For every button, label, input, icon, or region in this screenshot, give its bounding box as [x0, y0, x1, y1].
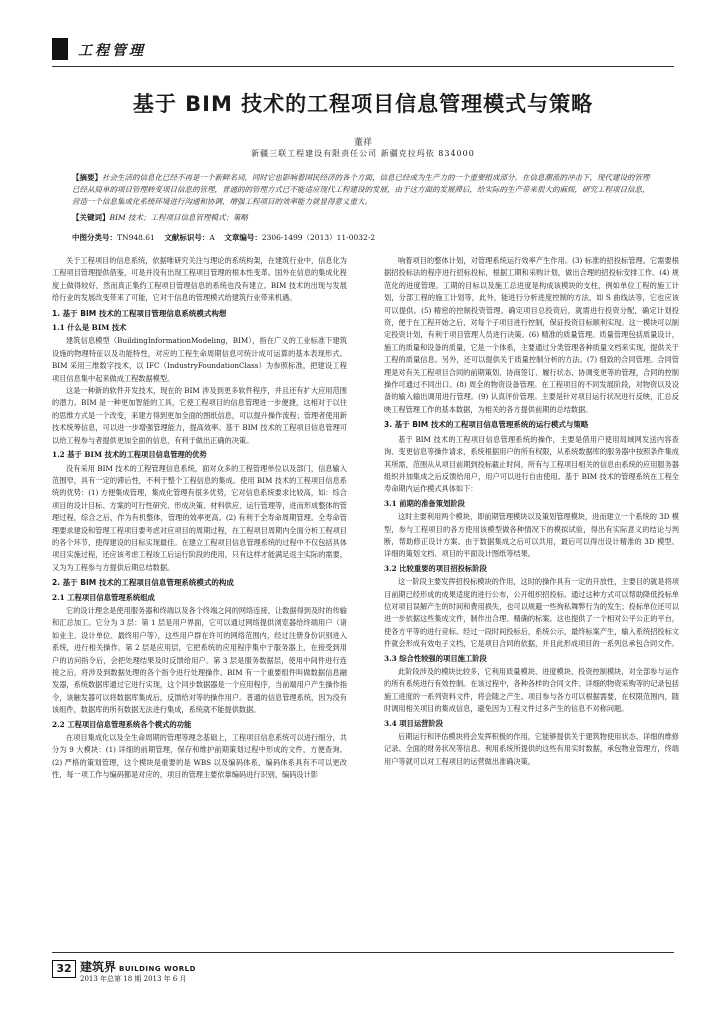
paragraph: 此阶段涉及的模块比较多，它利用质量模块、进度模块、投资控制模块，对全部参与运作的所有系统进行有效控制。在该过程中，各种各样的合同文件、详细的物资采购等的记录包括施工进度的一系列资料文件，将会随之产生。项目参与各方可以根据需要，在权限范围内，随时调用相关项目的集成信息，避免因为工程文件过多产生的信息不对称问题。 [384, 667, 679, 714]
keywords-label: 【关键词】 [72, 213, 110, 222]
paragraph: 关于工程项目的信息系统，依据唯研究关注与理论的系统构架，在建筑行业中，信息化为工程项目管理提供借鉴，可是并没有出现工程项目管理的根本性变革。国外在信息的集成化程度上做得较好，然而真正集约工程项目管理信息的系统也没有建立。BIM 技术的出现与发展给行业的发展改变带来了可能，它对于信息的管理模式给建筑行业带来机遇。 [52, 256, 347, 303]
paragraph: 这时主要利用两个模块，即前期管理模块以及策划管理模块，进而建立一个系统的 3D 模型，参与工程项目的各方使用该模型做各种情况下的模拟试验，得出有实际意义的结论与判断，帮助修正设计方案。由于数据集成之后可以共用，最后可以得出设计精准的 3D 模型、详细的策划文档、项目的平面设计图纸等结果。 [384, 512, 679, 559]
section-label: 工程管理 [78, 43, 146, 59]
section-marker [52, 38, 68, 60]
paragraph: 后期运行和评估模块将会发挥积极的作用，它能够提供关于建筑物使用状态、详细的维修记录、全面的财务状况等信息。利用系统所提供的这些有用实时数据，承包物业管理方，终端用户等就可以对工程项目的运营做出准确决策。 [384, 732, 679, 766]
doc-label: 文献标识号： [164, 233, 210, 242]
issue-info: 2013 年总第 18 期 2013 年 6 月 [80, 975, 187, 983]
clc-label: 中图分类号： [72, 233, 117, 242]
author: 董祥 [353, 138, 372, 148]
paragraph: 这是一种新的软件开发技术，现在的 BIM 涉及到更多软件程序，并且还有扩大应用范围的潜力。BIM 是一种更加智能的工具，它使工程项目的信息管理进一步便捷，这相对于以往的思维方式是一个改变，来建方得到更加全面的图纸信息，可以提升操作流程；管理者使用新技术统筹信息，可以进一步增强管理能力，提高效率。基于 BIM 技术的工程项目信息管理可以给工程参与者提供更加全面的信息，有利于做出正确的决策。 [52, 386, 347, 445]
paragraph: 响着项目的整体计划，对管理系统运行效率产生作用。(3) 标准的招投标管理。它需要根据招投标法的程序进行招标投标，根据工期和采购计划，做出合理的招投标安排工作。(4) 规范化的进度管理。工期的目标以及施工总进度是构成该模块的支柱，例如单位工程的施工计划，分部工程的施工计划等，此外，能进行分析进度控制的方法，如 S 曲线法等，它也应该可以提供。(5) 精密的控制投资管理。确定项目总投资后，就需进行投资分配，确定计划投资，便于在工程开始之后，对每个子项目进行控制，保证投资目标顺利实现。这一模块可以制定投资计划，有利于项目管理人员进行决策。(6) 精准的质量管理。质量管理包括质量设计，施工的质量和设备的质量，它是一个体系，主要通过分类管理各种质量文档来实现，提供关于工程的质量信息。另外，还可以提供关于质量控制分析的方法。(7) 细致的合同管理。合同管理是对有关工程项目合同的前期策划、协商签订、履行状态、协调变更等的管理，合同的控制操作可通过不同出口。(8) 周全的物资设备管理。在工程项目的不同发展阶段，对物资以及设备的输入输出调用进行管理。(9) 认真评价管理。主要是针对项目运行状况进行反映，汇总反映工程管理工作的基本数据，为相关的各方提供前期的总结数据。 [384, 256, 679, 414]
section-heading: 2.1 工程项目信息管理系统组成 [52, 592, 155, 602]
article-title: 基于 BIM 技术的工程项目信息管理模式与策略 [132, 92, 594, 116]
section-heading: 2.2 工程项目信息管理系统各个模式的功能 [52, 719, 192, 729]
abstract-label: 【摘要】 [72, 173, 102, 182]
section-heading: 3. 基于 BIM 技术的工程项目信息管理系统的运行模式与策略 [384, 420, 589, 430]
section-heading: 1. 基于 BIM 技术的工程项目管理信息系统模式构想 [52, 308, 227, 318]
paragraph: 在项目集成化以及全生命周期的管理等理念基础上，工程项目信息系统可以进行细分，共分为 9 大模块：(1) 详细的前期管理，保存和维护前期策划过程中形成的文件，方便查询。(2) 严格的策划管理，这个模块是重要的是 WBS 以及编码体系，编码体系具有不可以更改性，每一项工作与编码都是对应的，项目的管理主要依靠编码进行识别，编码设计影 [52, 733, 347, 780]
article-no-value: 2306-1499（2013）11-0032-2 [261, 233, 376, 242]
section-heading: 3.2 比较重要的项目招投标阶段 [384, 563, 487, 573]
section-heading: 1.2 基于 BIM 技术的工程项目信息管理的优势 [52, 450, 207, 460]
abstract-text: 社会生活的信息化已经不再是一个新鲜名词，同时它也影响着国民经济的各个方面，信息已经成为生产力的一个重要组成部分。在信息潮流的冲击下，现代建设的管理已经从简单的项目管理转变项目信息的管理，普通的的管理方式已不能适应现代工程建设的发展，由于这方面的发展滞后，给实际的生产带来很大的麻烦，研究工程项目信息，营造一个信息集成化系统环境进行沟通和协调，增强工程项目的效率能力就显得意义重大。 [72, 173, 650, 206]
paragraph: 基于 BIM 技术的工程项目信息管理系统的操作，主要是借用户使用局域网发送内容查询、变更信息等操作请求，系统根据用户的所有权限，从系统数据库的服务器中按照条件集成其所需，范围从从项目前期到投标截止时间，所有与工程项目相关的信息由系统的应用服务器组织并加集成之后反馈给用户，用户可以进行自由使用。基于 BIM 技术的管理系统在工程全寿命期内运作模式具体如下： [384, 434, 679, 494]
classification-line [72, 232, 656, 243]
section-heading: 2. 基于 BIM 技术的工程项目信息管理系统模式的构成 [52, 578, 234, 588]
magazine-title-en: BUILDING WORLD [119, 965, 196, 973]
section-heading: 1.1 什么是 BIM 技术 [52, 323, 127, 333]
right-column [384, 255, 679, 768]
left-column [52, 255, 347, 782]
magazine-title: 建筑界 [80, 960, 117, 974]
doc-value: A [209, 233, 215, 242]
page-number: 32 [52, 960, 76, 978]
magazine-name [80, 958, 196, 975]
paragraph: 没有采用 BIM 技术的工程管理信息系统，面对众多的工程管理单位以及部门，信息输入范围窄，具有一定的滞后性，不利于整个工程信息的集成。使用 BIM 技术的工程项目信息系统的优势：(1) 方便集成管理，集成化管理有很多优势，它对信息系统要求比较高，如：综合项目的设计目标、方案的可行性研究、形成决策、材料供应、运行管理等，进而形成整体的管理过程，综合之后，作为有机整体，管理的效率更高。(2) 有利于全寿命周期管理。全寿命管理要求建设和管理工程项目要考虑对应项目的周期过程，在工程项目周期内全面分析工程项目的各个环节，使得建设的目标实现最佳。在建立工程项目信息管理系统的过程中不仅包括具体项目实施过程，还应该考虑工程竣工后运行阶段的使用，只有这样才能满足返主实际的需要，又为为工程参与方提供后期总结数据。 [52, 463, 347, 572]
section-heading: 3.1 前期的准备策划阶段 [384, 498, 465, 508]
keywords [72, 212, 656, 224]
footer-divider [52, 952, 674, 953]
paragraph: 它的设计理念是使用服务器和终端以及各个终端之间的网络连接，让数据得到及时的传输和汇总加工。它分为 3 层：第 1 层是用户界面，它可以通过网络提供浏览器给终端用户（诸如业主、设计单位、最终用户等），这些用户群在许可的网络范围内，经过注册身份识别进入系统，进行相关操作。第 2 层是应用层，它把系统的应用程序集中于服务器上，在接受到用户的访问指令后，会把处理结果及时反馈给用户。第 3 层是服务数据层，使用中间件进行连接之后，将涉及到数据处理的各个指令进行处理操作。BIM 有一个重要组件叫做数据信息融发器，系统数据库通过它进行实现，这个同步数据器是一个应用程序，当前端用户产生操作指令，该触发器可以将数据库集成后，反馈给对等的操作用户。普通的信息管理系统，因为没有该组件，数据库的所有数据无法进行集成，系统就不能提供数据。 [52, 605, 347, 715]
section-heading: 3.3 综合性较强的项目施工阶段 [384, 653, 487, 663]
keywords-text: BIM 技术；工程项目信息管理模式；策略 [109, 213, 249, 222]
abstract [72, 172, 656, 208]
article-no-label: 文章编号： [224, 233, 262, 242]
paragraph: 这一阶段主要发挥招投标模块的作用，这时的操作具有一定的开放性，主要目的就是将项目前期已经形成的成果适度的进行公布，公开组织招投标。通过这种方式可以帮助降低投标单位对项目误解产生的时间和费用损失，也可以规避一些徇私舞弊行为的发生；投标单位还可以进一步依据这些集成文件，制作出合理、精确的标案。这也提供了一个相对公平公正的平台，使各方平等的进行竞标。经过一段时间投标后，系统公示，最终标案产生，输入系统招投标文件就会形成有效电子文档，它是项目合同的依据，并且此形成项目的一系列总承包合同文件。 [384, 577, 679, 649]
clc-value: TN948.61 [117, 233, 155, 242]
affiliation: 新疆三联工程建设有限责任公司 新疆克拉玛依 834000 [251, 149, 475, 158]
paragraph: 建筑信息模型（BuildingInformationModeling，BIM），指在广义的工业标准下建筑设施的物理特征以及功能特性，对应的工程生命周期信息可统计成可运算的基本表现形式。BIM 采用三维数字技术，以 IFC（IndustryFoundationClass）为参照标准，把建设工程项目信息集中起来做成工程数据模型。 [52, 336, 347, 383]
section-heading: 3.4 项目运营阶段 [384, 718, 444, 728]
header-divider [52, 66, 674, 67]
